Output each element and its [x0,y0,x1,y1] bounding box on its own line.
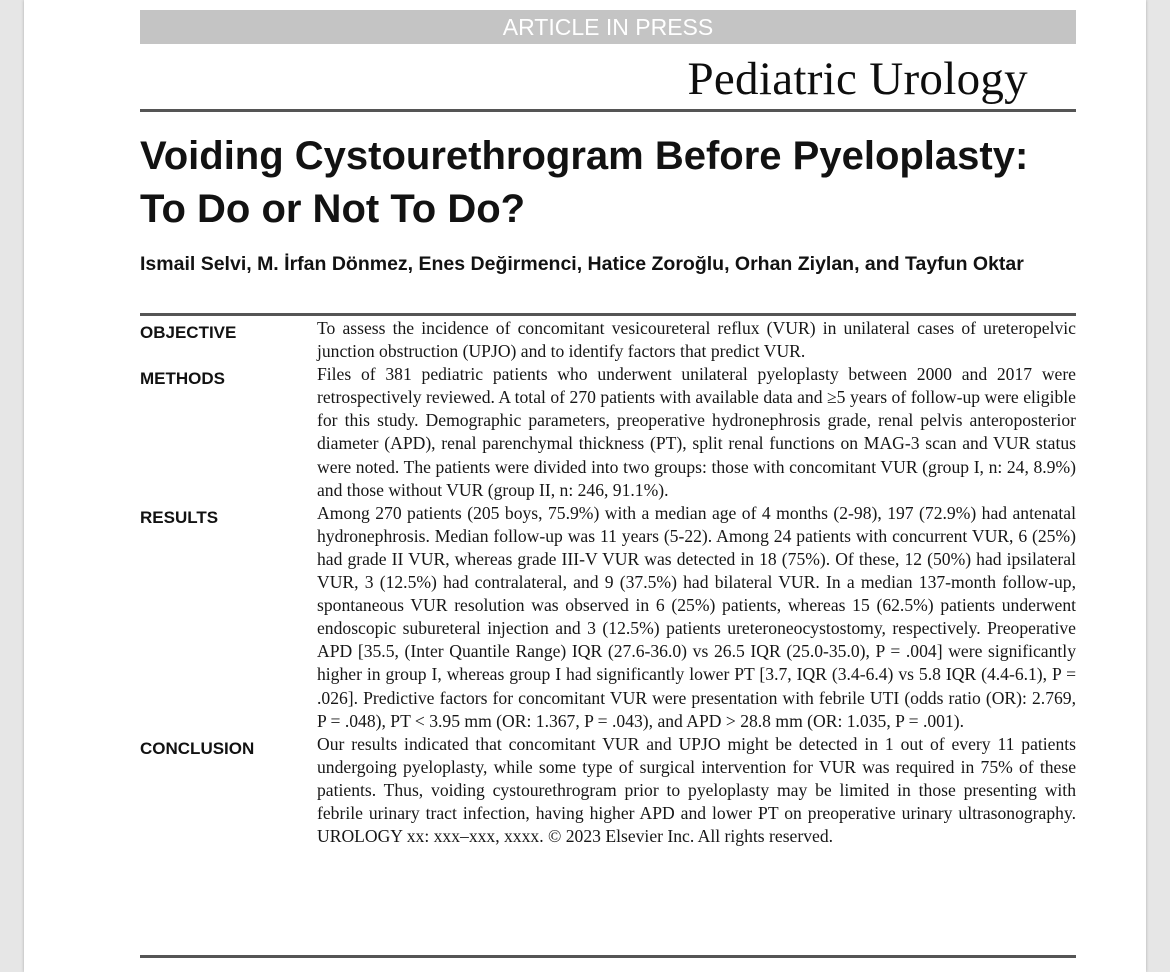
author-list: Ismail Selvi, M. İrfan Dönmez, Enes Değirmenci, Hatice Zoroğlu, Orhan Ziylan, and Tayfun Oktar [140,253,1024,275]
abstract-section-methods [140,363,1076,502]
abstract-section-objective [140,317,1076,363]
abstract-bottom-divider [140,955,1076,958]
results-label: RESULTS [140,507,219,527]
journal-name: Pediatric Urology [687,53,1028,105]
objective-label: OBJECTIVE [140,323,237,342]
conclusion-text: Our results indicated that concomitant VUR and UPJO might be detected in 1 out of every 11 patients undergoing pyeloplasty, while some type of surgical intervention for VUR was required in 75% of these patients. Thus, voiding cystourethrogram prior to pyeloplasty may be limited in those presenting with febrile urinary tract infection, having higher APD and lower PT on preoperative urinary ultrasonography. UROLOGY xx: xxx–xxx, xxxx. © 2023 Elsevier Inc. All rights reserved. [317,733,1076,847]
methods-label: METHODS [140,369,225,389]
abstract-section-results [140,502,1076,733]
article-in-press-banner: ARTICLE IN PRESS [140,10,1076,44]
conclusion-label: CONCLUSION [140,738,255,758]
abstract-section-conclusion [140,733,1076,848]
results-text: Among 270 patients (205 boys, 75.9%) with a median age of 4 months (2-98), 197 (72.9%) had antenatal hydronephrosis. Median follow-up was 11 years (5-22). Among 24 patients with concurrent VUR, 6 (25%) had grade II VUR, whereas grade III-V VUR was detected in 18 (75%). Of these, 12 (50%) had ipsilateral VUR, 3 (12.5%) had contralateral, and 9 (37.5%) had bilateral VUR. In a median 137-month follow-up, spontaneous VUR resolution was observed in 6 (25%) patients, whereas 15 (62.5%) patients underwent endoscopic subureteral injection and 3 (12.5%) patients ureteroneocystostomy, respectively. Preoperative APD [35.5, (Inter Quantile Range) IQR (27.6-36.0) vs 26.5 IQR (25.0-35.0), P = .004] were significantly higher in group I, whereas group I had significantly lower PT [3.7, IQR (3.4-6.4) vs 5.8 IQR (4.4-6.1), P = .026]. Predictive factors for concomitant VUR were presentation with febrile UTI (odds ratio (OR): 2.769, P = .048), PT < 3.95 mm (OR: 1.367, P = .043), and APD > 28.8 mm (OR: 1.035, P = .001). [317,502,1076,731]
document-page [24,0,1146,972]
header-divider [140,109,1076,112]
methods-text: Files of 381 pediatric patients who underwent unilateral pyeloplasty between 2000 and 2017 were retrospectively reviewed. A total of 270 patients with available data and ≥5 years of follow-up were eligible for this study. Demographic parameters, preoperative hydronephrosis grade, renal pelvis anteroposterior diameter (APD), renal parenchymal thickness (PT), split renal functions on MAG-3 scan and VUR status were noted. The patients were divided into two groups: those with concomitant VUR (group I, n: 24, 8.9%) and those without VUR (group II, n: 246, 91.1%). [317,364,1076,500]
abstract-top-divider [140,313,1076,316]
abstract [140,317,1076,848]
objective-text: To assess the incidence of concomitant vesicoureteral reflux (VUR) in unilateral cases of ureteropelvic junction obstruction (UPJO) and to identify factors that predict VUR. [317,318,1076,362]
article-title: Voiding Cystourethrogram Before Pyeloplasty: To Do or Not To Do? [140,134,1029,231]
